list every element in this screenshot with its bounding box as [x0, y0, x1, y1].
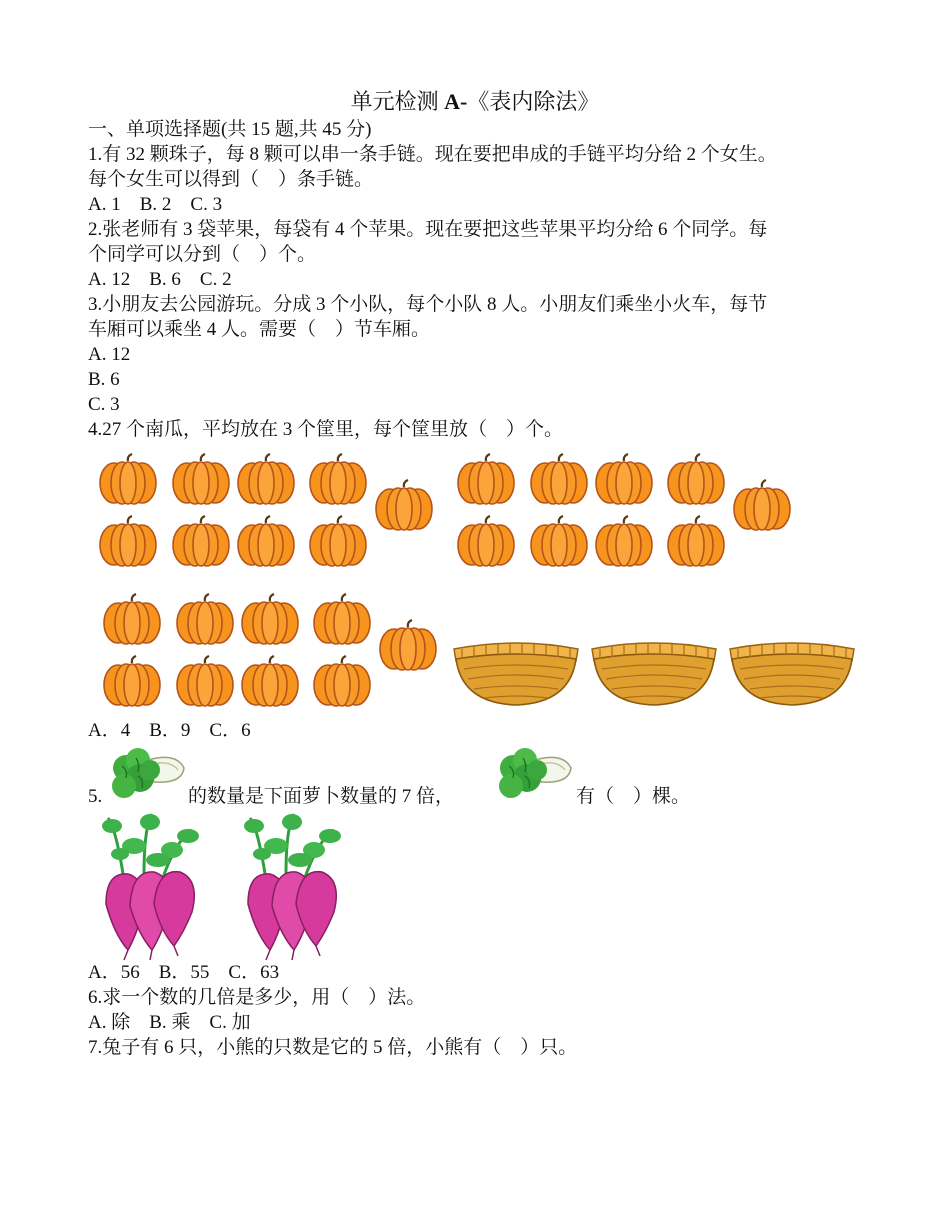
- radish-bunch-2: [244, 814, 341, 960]
- q2-stem-line1: 2.张老师有 3 袋苹果，每袋有 4 个苹果。现在要把这些苹果平均分给 6 个同学。每: [88, 219, 768, 240]
- title-prefix: 单元检测: [350, 89, 445, 114]
- q1-options: A. 1 B. 2 C. 3: [88, 194, 223, 215]
- baskets: [454, 643, 854, 705]
- q4-stem: 4.27 个南瓜，平均放在 3 个筐里，每个筐里放（ ）个。: [88, 419, 564, 440]
- q5-text-part1: 的数量是下面萝卜数量的 7 倍，: [188, 786, 455, 807]
- q3-stem-line2: 车厢可以乘坐 4 人。需要（ ）节车厢。: [88, 319, 431, 340]
- title-bold: A-: [444, 89, 468, 114]
- q5-text-part2: 有（ ）棵。: [576, 786, 691, 807]
- q1-stem-line1: 1.有 32 颗珠子，每 8 颗可以串一条手链。现在要把串成的手链平均分给 2 个女生。: [88, 144, 777, 165]
- pumpkin-group-3: [104, 594, 436, 706]
- q2-stem-line2: 个同学可以分到（ ）个。: [88, 244, 317, 265]
- q2-options: A. 12 B. 6 C. 2: [88, 269, 232, 290]
- q6-stem: 6.求一个数的几倍是多少，用（ ）法。: [88, 987, 426, 1008]
- pumpkin-group-1: [100, 454, 432, 566]
- q3-stem-line1: 3.小朋友去公园游玩。分成 3 个小队，每个小队 8 人。小朋友们乘坐小火车，每节: [88, 294, 768, 315]
- q4-options: A．4 B．9 C．6: [88, 720, 251, 741]
- q1-stem-line2: 每个女生可以得到（ ）条手链。: [88, 169, 374, 190]
- radish-bunch-1: [102, 814, 199, 960]
- cabbage-icon: [108, 744, 188, 806]
- section-heading: 一、单项选择题(共 15 题,共 45 分): [88, 119, 372, 140]
- q5-options: A．56 B．55 C．63: [88, 962, 280, 983]
- pumpkin-group-2: [458, 454, 790, 566]
- title-suffix: 《表内除法》: [467, 89, 600, 114]
- q3-option-a: A. 12: [88, 344, 131, 365]
- q6-options: A. 除 B. 乘 C. 加: [88, 1012, 251, 1033]
- page-title: [0, 88, 950, 116]
- cabbage-icon: [495, 744, 575, 806]
- q3-option-c: C. 3: [88, 394, 120, 415]
- pumpkins-and-baskets-illustration: [88, 445, 868, 715]
- q3-option-b: B. 6: [88, 369, 120, 390]
- radish-illustration: [96, 810, 356, 962]
- q5-number: 5.: [88, 786, 103, 807]
- q7-stem: 7.兔子有 6 只，小熊的只数是它的 5 倍，小熊有（ ）只。: [88, 1037, 578, 1058]
